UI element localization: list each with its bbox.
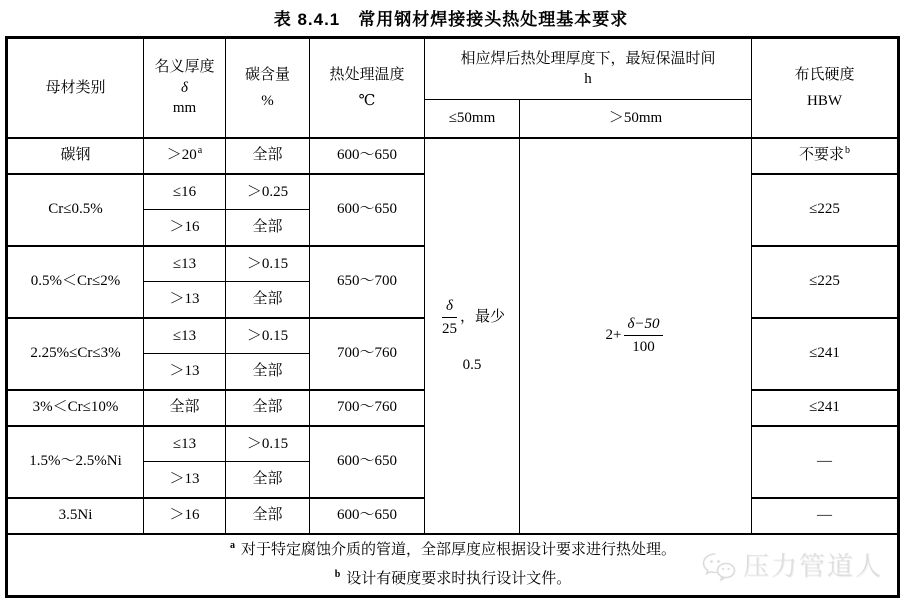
carbon-cell: ＞0.15 [226,426,310,462]
thickness-cell: ≤16 [144,174,226,210]
temp-cell: 650～700 [310,246,425,318]
hardness-cell: — [752,426,899,498]
carbon-cell: 全部 [226,390,310,426]
carbon-cell: 全部 [226,498,310,534]
temp-cell: 600～650 [310,174,425,246]
footnote-a: $^a$ 对于特定腐蚀介质的管道，全部厚度应根据设计要求进行热处理。 [230,540,677,558]
material-cell: 2.25%≤Cr≤3% [7,318,144,390]
holding-gt50-cell: 2+ $\frac{\delta-50}{100}$ [520,138,752,534]
watermark [702,549,883,584]
watermark-text: 压力管道人 [743,551,884,582]
material-cell: 碳钢 [7,138,144,174]
thickness-cell: ＞13 [144,462,226,498]
footnote-b: $^b$ 设计有硬度要求时执行设计文件。 [334,568,572,587]
hardness-cell: ≤225 [752,174,899,246]
thickness-cell: ≤13 [144,246,226,282]
thickness-cell: ＞13 [144,282,226,318]
heat-treatment-table [5,36,900,598]
thickness-cell: $>20^a$ [144,138,226,174]
temp-cell: 700～760 [310,318,425,390]
thickness-cell: ＞13 [144,354,226,390]
header-le50: ≤50mm [425,100,520,138]
hardness-cell: ≤225 [752,246,899,318]
footnote-ref-b: b [845,145,851,157]
footnote-cell [7,534,899,597]
fraction: $\frac{\delta}{25}$ [441,297,457,337]
temp-cell: 600～650 [310,138,425,174]
material-cell: 3.5Ni [7,498,144,534]
hardness-cell: — [752,498,899,534]
header-gt50: ＞50mm [520,100,752,138]
material-cell: 3%＜Cr≤10% [7,390,144,426]
carbon-cell: 全部 [226,138,310,174]
carbon-cell: 全部 [226,354,310,390]
header-carbon: 碳含量 % [226,38,310,138]
header-thickness: 名义厚度 δ mm [144,38,226,138]
header-material: 母材类别 [7,38,144,138]
thickness-cell: 全部 [144,390,226,426]
hardness-cell: 不要求$^b$ [752,138,899,174]
footnote-ref-a: a [197,145,203,157]
wechat-icon [702,552,736,582]
temp-cell: 700～760 [310,390,425,426]
header-holding-time: 相应焊后热处理厚度下，最短保温时间 h [425,38,752,100]
thickness-cell: ＞16 [144,498,226,534]
material-cell: Cr≤0.5% [7,174,144,246]
thickness-cell: ≤13 [144,426,226,462]
thickness-cell: ≤13 [144,318,226,354]
carbon-cell: 全部 [226,282,310,318]
carbon-cell: ＞0.15 [226,318,310,354]
carbon-cell: 全部 [226,462,310,498]
thickness-cell: ＞16 [144,210,226,246]
carbon-cell: ＞0.25 [226,174,310,210]
carbon-cell: ＞0.15 [226,246,310,282]
temp-cell: 600～650 [310,426,425,498]
fraction: $\frac{\delta-50}{100}$ [624,314,662,358]
header-temperature: 热处理温度 ℃ [310,38,425,138]
temp-cell: 600～650 [310,498,425,534]
material-cell: 0.5%＜Cr≤2% [7,246,144,318]
holding-le50-cell: $\frac{\delta}{25}$ ，最少 0.5 [425,138,520,534]
hardness-cell: ≤241 [752,318,899,390]
carbon-cell: 全部 [226,210,310,246]
material-cell: 1.5%～2.5%Ni [7,426,144,498]
header-hardness: 布氏硬度 HBW [752,38,899,138]
hardness-cell: ≤241 [752,390,899,426]
table-title: 表 8.4.1 常用钢材焊接接头热处理基本要求 [273,10,629,29]
